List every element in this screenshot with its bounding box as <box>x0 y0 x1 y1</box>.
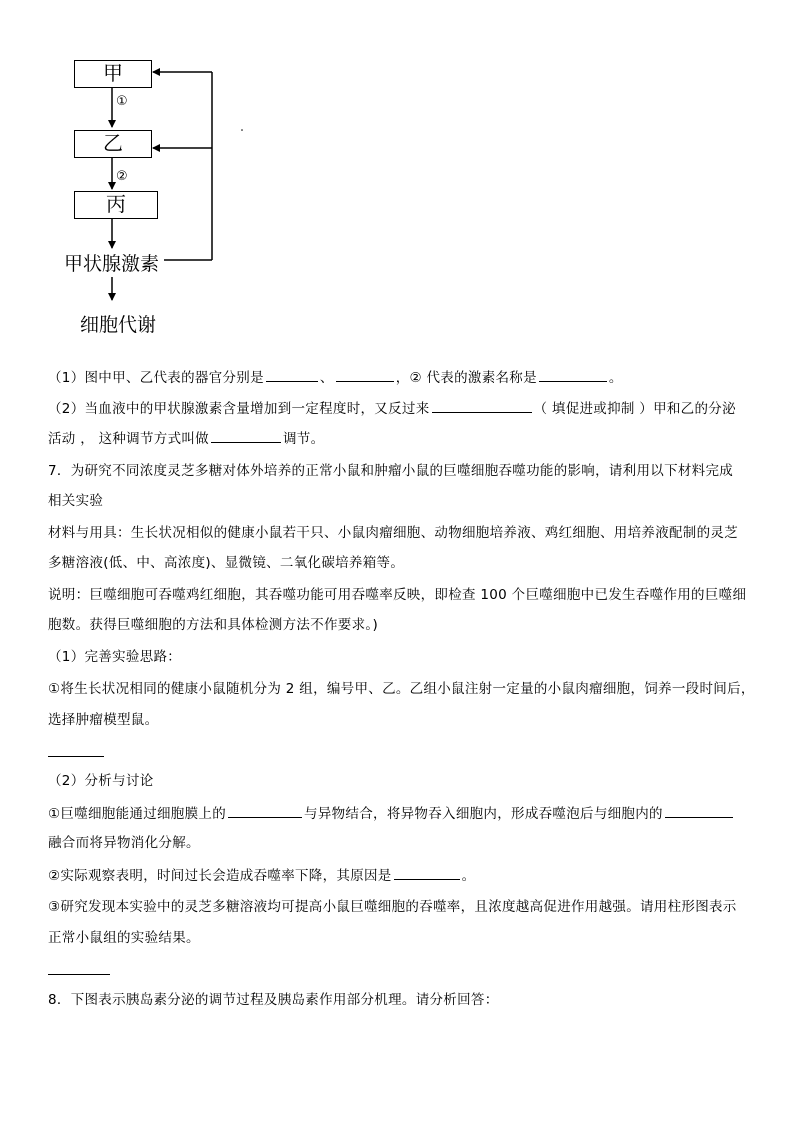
answer-blank[interactable] <box>336 368 394 382</box>
q7-intro-line2: 相关实验 <box>48 493 104 509</box>
q7-discussion2 <box>48 866 475 885</box>
answer-blank[interactable] <box>394 866 460 880</box>
circle-marker-2: ② <box>116 169 128 184</box>
q7-step1-line1: ①将生长状况相同的健康小鼠随机分为 2 组，编号甲、乙。乙组小鼠注射一定量的小鼠肉瘤细胞，饲养一段时间后， <box>48 681 755 697</box>
q7-discussion3-line2: 正常小鼠组的实验结果。 <box>48 930 200 946</box>
q7-discussion1-line2: 融合而将异物消化分解。 <box>48 835 200 851</box>
q6-part2-text-b: （ 填促进或抑制 ）甲和乙的分泌 <box>533 401 736 417</box>
q7-materials-line2: 多糖溶液(低、中、高浓度)、显微镜、二氧化碳培养箱等。 <box>48 555 405 571</box>
circle-marker-1: ① <box>116 94 128 109</box>
hormone-label: 甲状腺激素 <box>64 253 160 275</box>
q7-d2-text-b: 。 <box>461 868 476 884</box>
q6-part1-text-c: ，② 代表的激素名称是 <box>395 370 537 386</box>
q7-section1-heading: （1）完善实验思路： <box>48 649 182 665</box>
answer-blank[interactable] <box>665 804 733 818</box>
q7-d1-text-b: 与异物结合，将异物吞入细胞内，形成吞噬泡后与细胞内的 <box>304 806 663 822</box>
answer-line[interactable] <box>48 756 104 757</box>
q6-part1-text-a: （1）图中甲、乙代表的器官分别是 <box>48 370 264 386</box>
q6-part2-text-a: （2）当血液中的甲状腺激素含量增加到一定程度时，又反过来 <box>48 401 430 417</box>
q8-intro: 8．下图表示胰岛素分泌的调节过程及胰岛素作用部分机理。请分析回答： <box>48 992 499 1008</box>
box-jia <box>74 60 152 88</box>
q7-materials-line1: 材料与用具：生长状况相似的健康小鼠若干只、小鼠肉瘤细胞、动物细胞培养液、鸡红细胞、用培养液配制的灵芝 <box>48 525 738 541</box>
q6-part1-text-d: 。 <box>608 370 623 386</box>
q6-part2-text-c: 活动 ， 这种调节方式叫做 <box>48 431 209 447</box>
q7-d2-text-a: ②实际观察表明，时间过长会造成吞噬率下降，其原因是 <box>48 868 392 884</box>
box-bing-label: 丙 <box>106 192 126 216</box>
q6-part1-text-b: 、 <box>319 370 334 386</box>
q6-part2-text-d: 调节。 <box>282 431 325 447</box>
box-jia-label: 甲 <box>103 61 123 85</box>
answer-line[interactable] <box>48 974 110 975</box>
answer-blank[interactable] <box>266 368 318 382</box>
q7-intro-line1: 7．为研究不同浓度灵芝多糖对体外培养的正常小鼠和肿瘤小鼠的巨噬细胞吞噬功能的影响，请利用以下材料完成 <box>48 463 734 479</box>
answer-blank[interactable] <box>211 429 281 443</box>
answer-blank[interactable] <box>228 804 302 818</box>
metabolism-label: 细胞代谢 <box>80 314 157 336</box>
box-yi <box>74 130 152 158</box>
q7-note-line1: 说明：巨噬细胞可吞噬鸡红细胞，其吞噬功能可用吞噬率反映，即检查 100 个巨噬细胞中已发生吞噬作用的巨噬细 <box>48 587 747 603</box>
q7-note-line2: 胞数。获得巨噬细胞的方法和具体检测方法不作要求。) <box>48 617 379 633</box>
q6-part1 <box>48 368 623 387</box>
q7-d1-text-a: ①巨噬细胞能通过细胞膜上的 <box>48 806 227 822</box>
q7-section2-heading: （2）分析与讨论 <box>48 773 154 789</box>
q7-discussion1-line1 <box>48 804 735 823</box>
q7-discussion3-line1: ③研究发现本实验中的灵芝多糖溶液均可提高小鼠巨噬细胞的吞噬率，且浓度越高促进作用越强。请用柱形图表示 <box>48 899 737 915</box>
box-yi-label: 乙 <box>103 131 123 155</box>
q6-part2-line1 <box>48 399 736 418</box>
regulation-diagram <box>0 0 794 340</box>
q6-part2-line2 <box>48 429 324 448</box>
answer-blank[interactable] <box>432 399 532 413</box>
box-bing <box>74 191 158 219</box>
answer-blank[interactable] <box>539 368 607 382</box>
q7-step1-line2: 选择肿瘤模型鼠。 <box>48 712 159 728</box>
